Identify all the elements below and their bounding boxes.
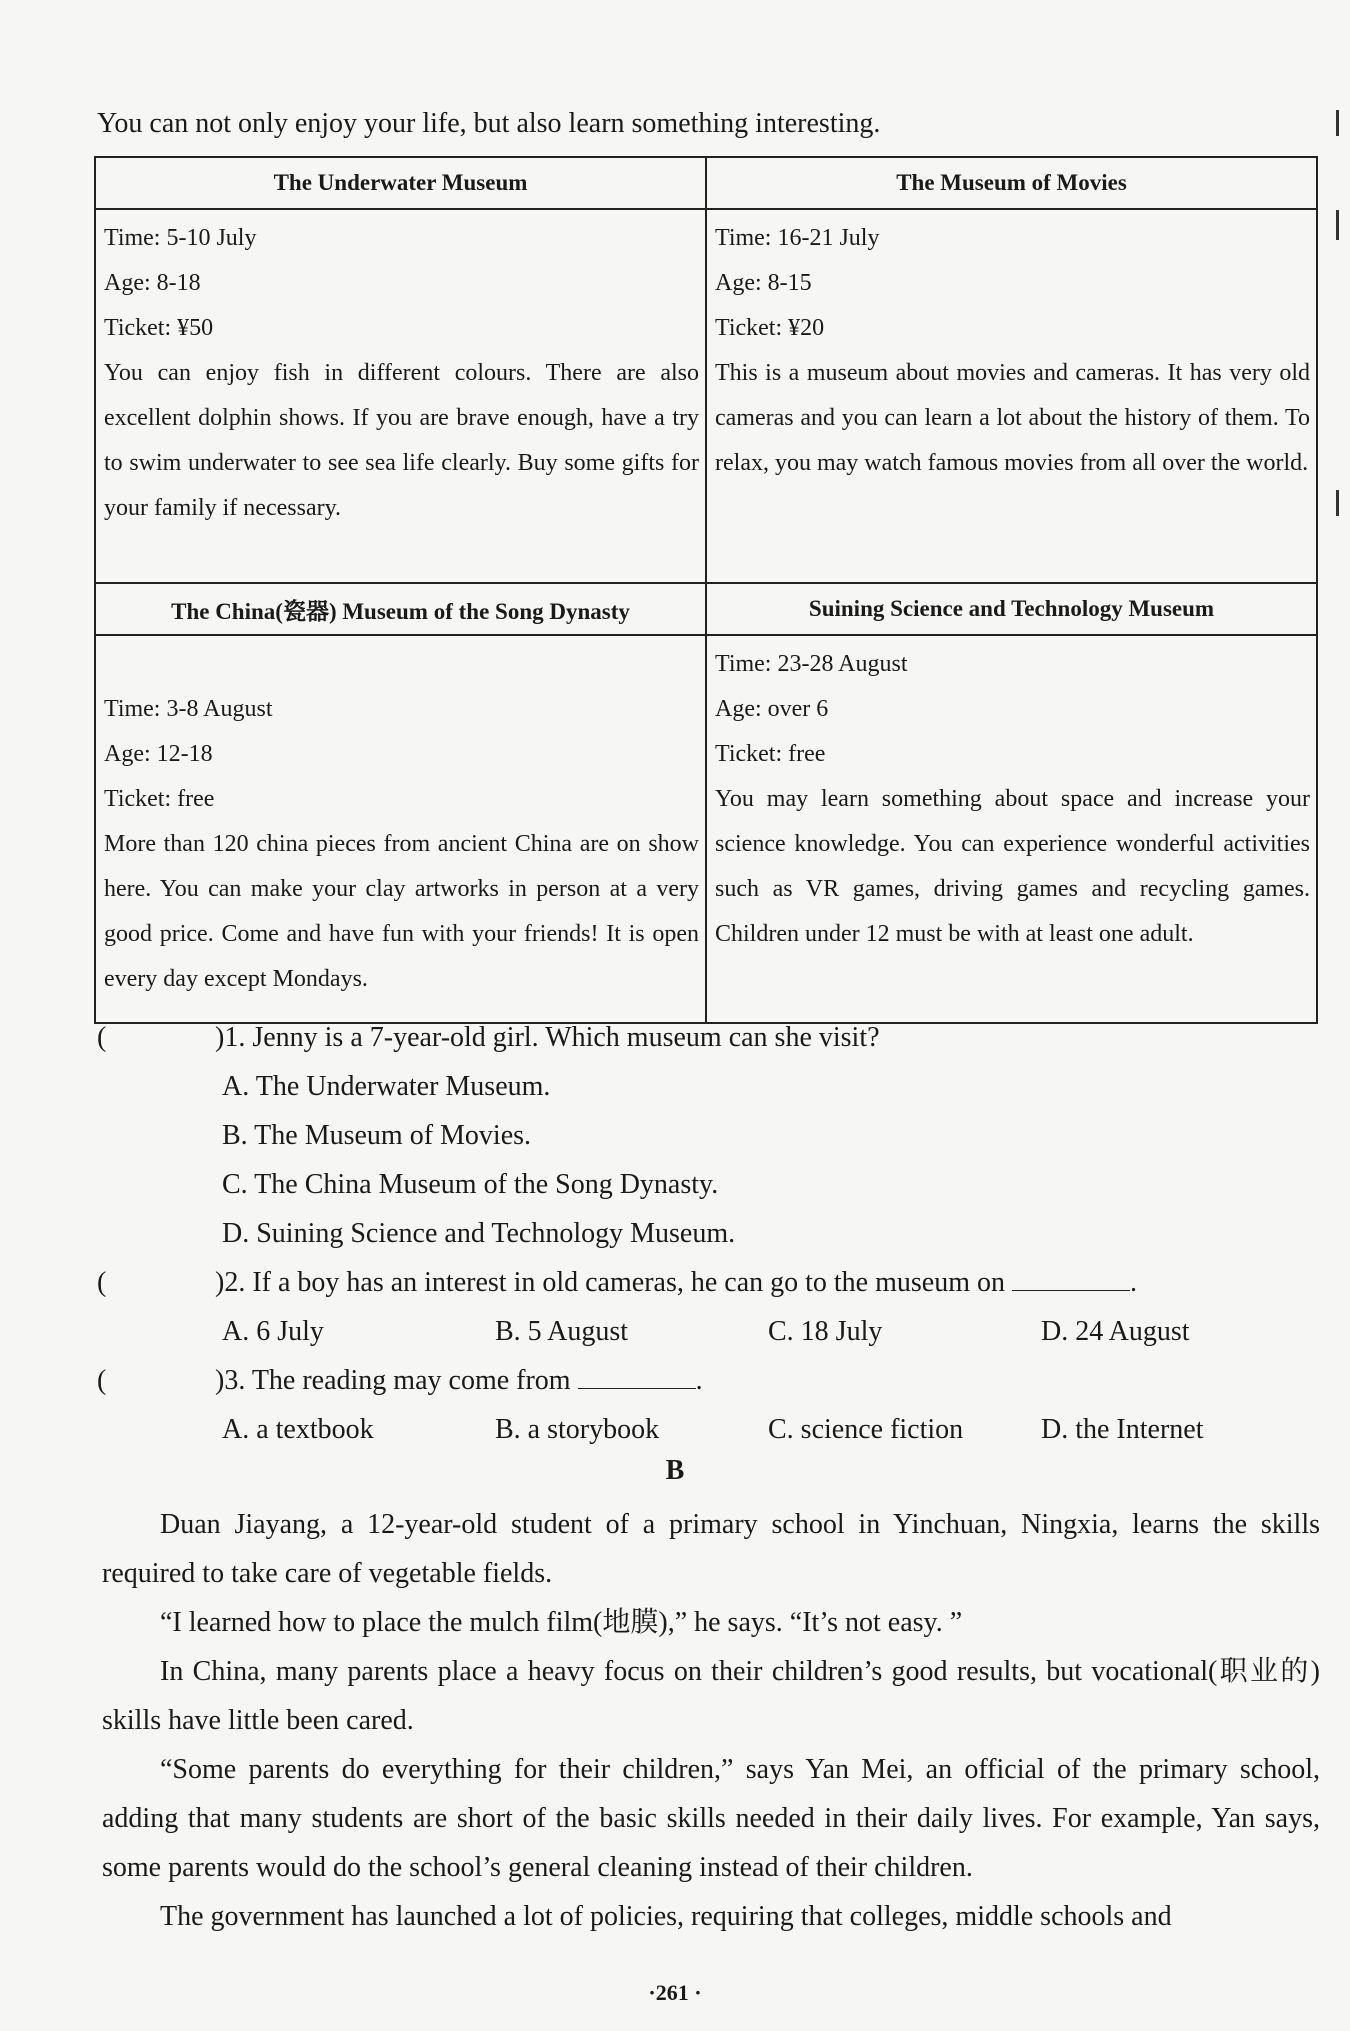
answer-option: D. the Internet [1041,1414,1204,1445]
answer-option: A. The Underwater Museum. [222,1071,551,1102]
museum-ticket: Ticket: ¥20 [715,315,825,341]
answer-option: B. 5 August [495,1316,629,1347]
question-end: . [1130,1267,1137,1298]
museum-age: Age: 12-18 [104,741,213,767]
museum-cell [95,635,706,1023]
passage-paragraph: The government has launched a lot of policies, requiring that colleges, middle schools and [160,1901,1172,1932]
question-end: . [695,1365,703,1396]
answer-bracket[interactable]: ( [97,1267,107,1298]
museum-time: Time: 5-10 July [104,225,257,251]
museum-description: You can enjoy fish in different colours. There are also excellent dolphin shows. If you are brave enough, have a try to swim underwater to see sea life clearly. Buy some gifts for your family if necessary. [104,360,699,521]
fill-blank[interactable] [1012,1264,1130,1291]
intro-sentence: You can not only enjoy your life, but also learn something interesting. [97,108,881,139]
museum-name: The China(瓷器) Museum of the Song Dynasty [95,583,706,635]
museum-name: The Underwater Museum [95,157,706,209]
passage-paragraph: “I learned how to place the mulch film(地膜),” he says. “It’s not easy. ” [160,1607,963,1638]
edge-mark [1336,110,1339,136]
answer-option: C. 18 July [768,1316,883,1347]
museum-name: The Museum of Movies [706,157,1317,209]
answer-options-row [97,1405,1327,1454]
passage-paragraph: In China, many parents place a heavy focus on their children’s good results, but vocational(职业的) skills have little been cared. [102,1656,1320,1736]
answer-option: A. a textbook [222,1414,374,1445]
answer-option: B. a storybook [495,1414,660,1445]
question-stem: )1. Jenny is a 7-year-old girl. Which museum can she visit? [215,1022,880,1053]
answer-option: D. Suining Science and Technology Museum. [222,1218,736,1249]
answer-option: C. science fiction [768,1414,964,1445]
museum-description: More than 120 china pieces from ancient China are on show here. You can make your clay artworks in person at a very good price. Come and have fun with your friends! It is open every day except Mondays. [104,831,699,992]
section-heading: B [665,1455,685,1486]
museum-ticket: Ticket: ¥50 [104,315,214,341]
answer-bracket[interactable]: ( [97,1022,107,1053]
question-1 [97,1013,1327,1062]
museum-name: Suining Science and Technology Museum [706,583,1317,635]
museum-ticket: Ticket: free [715,741,826,767]
question-list [97,1013,1327,1454]
answer-option: D. 24 August [1041,1316,1190,1347]
question-2 [97,1258,1327,1307]
answer-options-row [97,1307,1327,1356]
passage-paragraph: Duan Jiayang, a 12-year-old student of a primary school in Yinchuan, Ningxia, learns the skills required to take care of vegetable fields. [102,1509,1320,1589]
passage-paragraph: “Some parents do everything for their children,” says Yan Mei, an official of the primary school, adding that many students are short of the basic skills needed in their daily lives. For example, Yan says, some parents would do the school’s general cleaning instead of their children. [102,1754,1320,1883]
question-stem: )2. If a boy has an interest in old cameras, he can go to the museum on [215,1267,1005,1298]
museum-table [94,156,1318,1024]
museum-description: You may learn something about space and increase your science knowledge. You can experience wonderful activities such as VR games, driving games and recycling games. Children under 12 must be with at least one adult. [715,786,1310,947]
museum-time: Time: 3-8 August [104,696,273,722]
museum-age: Age: over 6 [715,696,829,722]
edge-mark [1336,210,1339,240]
question-stem: )3. The reading may come from [215,1365,571,1396]
answer-option: A. 6 July [222,1316,324,1347]
museum-cell [706,635,1317,1023]
museum-age: Age: 8-15 [715,270,812,296]
answer-option: B. The Museum of Movies. [222,1120,532,1151]
reading-passage [102,1500,1320,1941]
museum-description: This is a museum about movies and cameras. It has very old cameras and you can learn a lot about the history of them. To relax, you may watch famous movies from all over the world. [715,360,1310,476]
answer-option: C. The China Museum of the Song Dynasty. [222,1169,719,1200]
museum-cell [95,209,706,583]
question-3 [97,1356,1327,1405]
museum-cell [706,209,1317,583]
edge-mark [1336,490,1339,516]
page-number: ·261 · [648,1980,702,2005]
answer-bracket[interactable]: ( [97,1365,107,1396]
museum-ticket: Ticket: free [104,786,215,812]
museum-time: Time: 23-28 August [715,651,908,677]
museum-time: Time: 16-21 July [715,225,880,251]
fill-blank[interactable] [578,1362,696,1389]
museum-age: Age: 8-18 [104,270,201,296]
